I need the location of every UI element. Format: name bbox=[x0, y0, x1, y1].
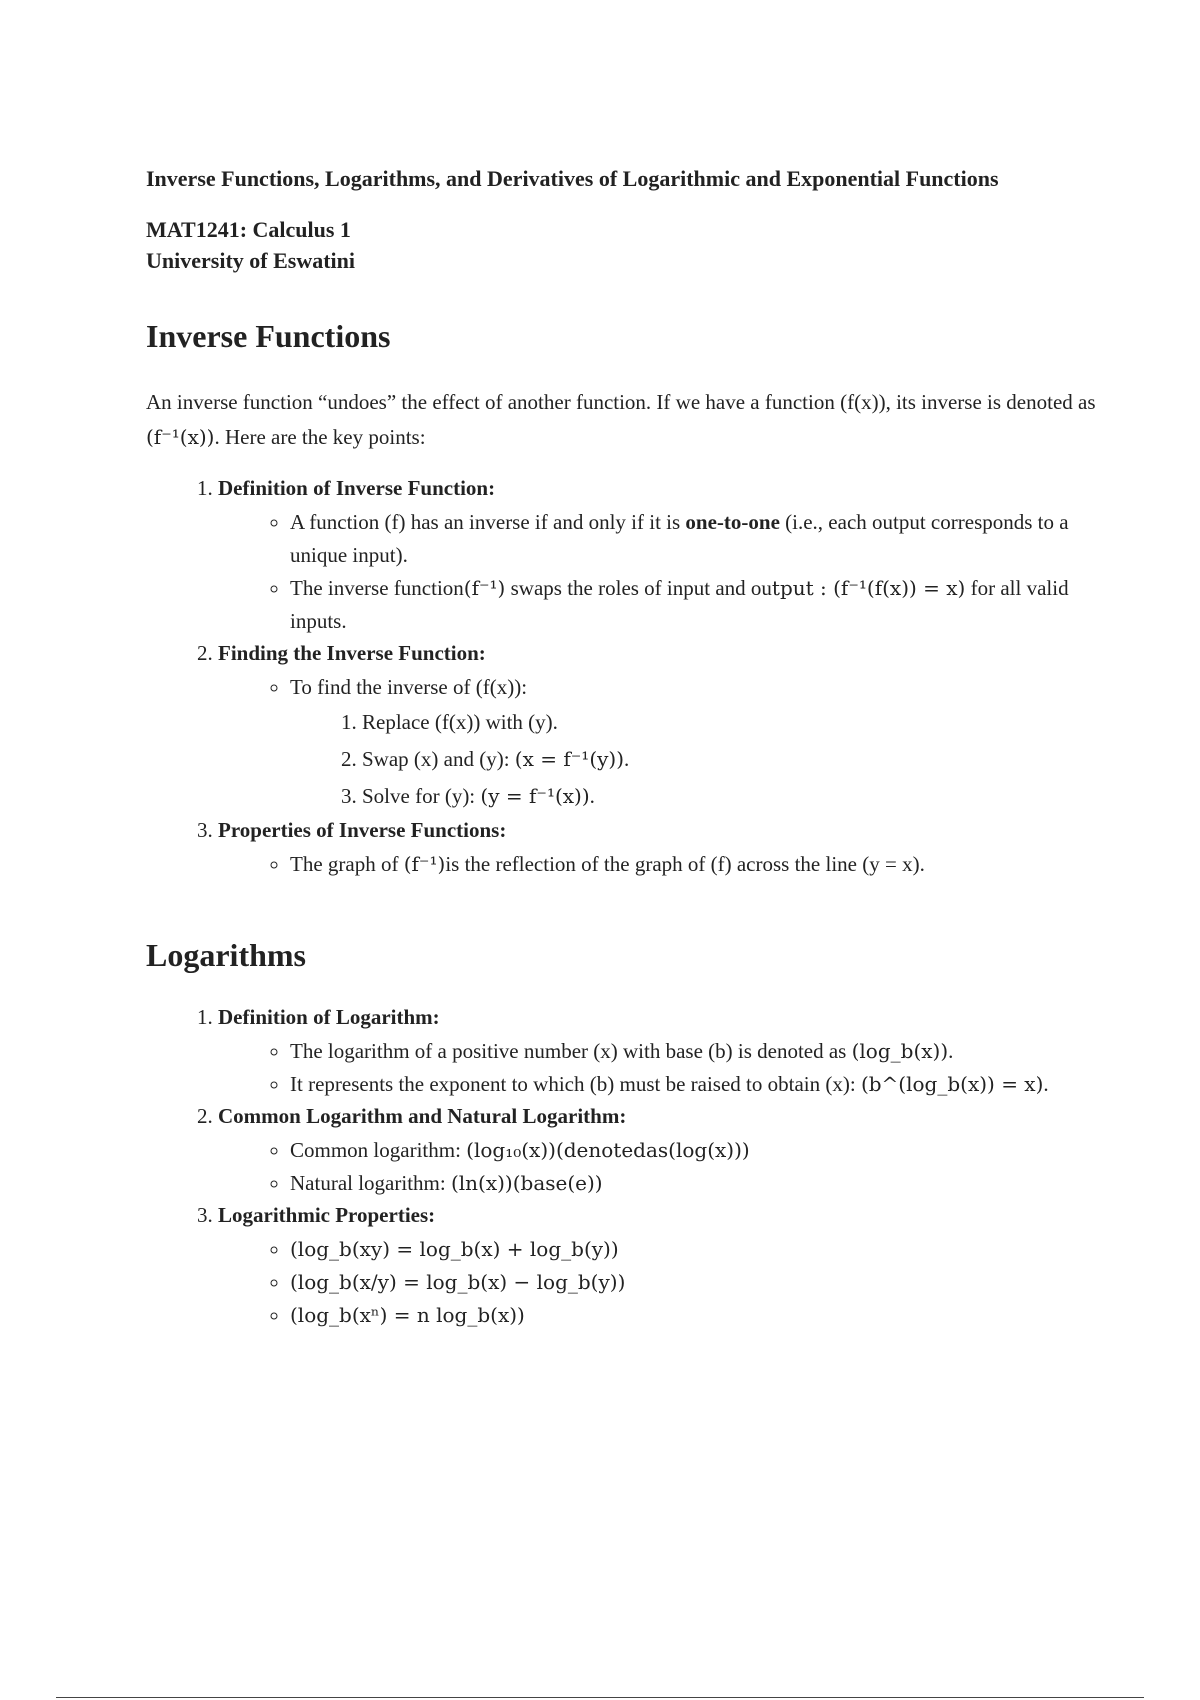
bullet-item bbox=[290, 1068, 1106, 1101]
bullet-text: Common logarithm: bbox=[290, 1138, 461, 1162]
step-math: (x = f⁻¹(y)) bbox=[514, 747, 625, 771]
item-heading: Definition of Inverse Function: bbox=[218, 476, 496, 500]
bullet-item bbox=[290, 1233, 1106, 1266]
bullet-text: swaps the roles of input and ou bbox=[505, 576, 772, 600]
item-heading: Logarithmic Properties: bbox=[218, 1203, 436, 1227]
sub-list bbox=[218, 1134, 1106, 1200]
step-math: (y = f⁻¹(x)) bbox=[480, 784, 590, 808]
inverse-intro-paragraph bbox=[146, 385, 1106, 455]
course-code: MAT1241: Calculus 1 bbox=[146, 217, 351, 242]
step-item bbox=[362, 741, 1106, 778]
sub-list bbox=[218, 1233, 1106, 1332]
steps-list bbox=[290, 704, 1106, 815]
intro-text-1: An inverse function “undoes” the effect of another function. If we have a function (f(x)), its inverse is denoted as bbox=[146, 390, 1096, 414]
bullet-text: (i.e., each output corresponds to a unique input). bbox=[290, 510, 1069, 567]
bullet-text: It represents the exponent to which (b) must be raised to obtain (x): bbox=[290, 1072, 856, 1096]
bullet-item bbox=[290, 1167, 1106, 1200]
step-item bbox=[362, 704, 1106, 741]
bullet-bold-text: one-to-one bbox=[685, 510, 780, 534]
bullet-item bbox=[290, 1134, 1106, 1167]
list-item bbox=[218, 1002, 1106, 1101]
bullet-text: The graph of bbox=[290, 852, 399, 876]
bullet-item bbox=[290, 1299, 1106, 1332]
bullet-text: The inverse function bbox=[290, 576, 464, 600]
bullet-item bbox=[290, 1266, 1106, 1299]
list-item bbox=[218, 815, 1106, 881]
section-heading-inverse-functions: Inverse Functions bbox=[146, 318, 391, 354]
bullet-math: (f⁻¹) bbox=[463, 576, 506, 600]
intro-math: (f⁻¹(x)) bbox=[146, 425, 215, 449]
bullet-math: (ln(x))(base(e)) bbox=[450, 1171, 603, 1195]
institution-name: University of Eswatini bbox=[146, 248, 355, 273]
section-heading-logarithms: Logarithms bbox=[146, 937, 306, 973]
item-heading: Common Logarithm and Natural Logarithm: bbox=[218, 1104, 627, 1128]
bullet-item bbox=[290, 572, 1106, 638]
bullet-math: (log_b(xy) = log_b(x) + log_b(y)) bbox=[290, 1237, 619, 1261]
page-bottom-rule bbox=[56, 1697, 1144, 1698]
list-item bbox=[218, 1101, 1106, 1200]
list-item bbox=[218, 638, 1106, 815]
bullet-math: (log_b(x)) bbox=[851, 1039, 949, 1063]
step-text: Solve for (y): bbox=[362, 784, 476, 808]
inverse-key-points-list bbox=[146, 473, 1106, 881]
bullet-text: is the reflection of the graph of (f) across the line (y = x). bbox=[445, 852, 925, 876]
sub-list bbox=[218, 1035, 1106, 1101]
bullet-text: . bbox=[948, 1039, 954, 1063]
sub-list bbox=[218, 848, 1106, 881]
bullet-text: To find the inverse of (f(x)): bbox=[290, 675, 528, 699]
bullet-math: (log₁₀(x))(denotedas(log(x))) bbox=[466, 1138, 750, 1162]
item-heading: Properties of Inverse Functions: bbox=[218, 818, 507, 842]
bullet-item bbox=[290, 1035, 1106, 1068]
bullet-item bbox=[290, 506, 1106, 572]
bullet-math: (log_b(xⁿ) = n log_b(x)) bbox=[290, 1303, 525, 1327]
bullet-text: . bbox=[1043, 1072, 1049, 1096]
sub-list bbox=[218, 671, 1106, 815]
step-text: . bbox=[624, 747, 630, 771]
bullet-text: Natural logarithm: bbox=[290, 1171, 446, 1195]
bullet-item bbox=[290, 848, 1106, 881]
list-item bbox=[218, 1200, 1106, 1332]
bullet-math: tput : (f⁻¹(f(x)) = x) bbox=[771, 576, 966, 600]
bullet-math: (f⁻¹) bbox=[403, 852, 446, 876]
intro-text-2: . Here are the key points: bbox=[214, 425, 426, 449]
bullet-item bbox=[290, 671, 1106, 815]
document-title: Inverse Functions, Logarithms, and Derivatives of Logarithmic and Exponential Functions bbox=[146, 166, 999, 191]
step-text: . bbox=[589, 784, 595, 808]
item-heading: Finding the Inverse Function: bbox=[218, 641, 486, 665]
sub-list bbox=[218, 506, 1106, 638]
step-text: Swap (x) and (y): bbox=[362, 747, 510, 771]
bullet-math: (log_b(x/y) = log_b(x) − log_b(y)) bbox=[290, 1270, 626, 1294]
document-content bbox=[146, 166, 1106, 1332]
list-item bbox=[218, 473, 1106, 638]
bullet-math: (b^(log_b(x)) = x) bbox=[860, 1072, 1044, 1096]
bullet-text: for all valid inputs. bbox=[290, 576, 1069, 633]
step-item bbox=[362, 778, 1106, 815]
item-heading: Definition of Logarithm: bbox=[218, 1005, 440, 1029]
step-text: Replace (f(x)) with (y). bbox=[362, 710, 558, 734]
bullet-text: The logarithm of a positive number (x) with base (b) is denoted as bbox=[290, 1039, 847, 1063]
bullet-text: A function (f) has an inverse if and only if it is bbox=[290, 510, 686, 534]
logarithms-list bbox=[146, 1002, 1106, 1332]
